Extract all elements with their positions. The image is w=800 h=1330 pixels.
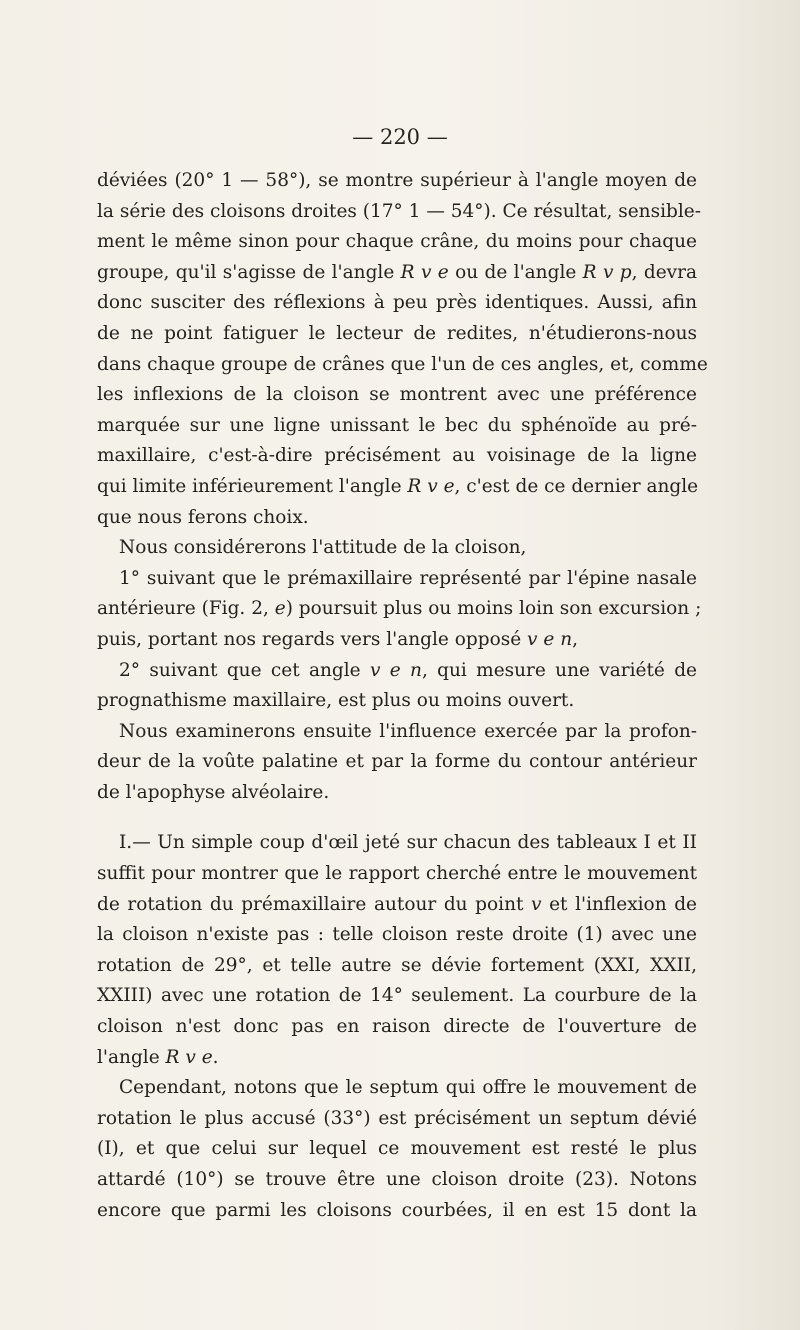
text-line: I.— Un simple coup d'œil jeté sur chacun des tableaux I et II: [119, 832, 697, 854]
text-line: 2° suivant que cet angle v e n, qui mesure une variété de: [119, 659, 697, 681]
text-line: maxillaire, c'est-à-dire précisément au voisinage de la ligne: [97, 445, 697, 467]
paragraph: [97, 533, 697, 564]
text-line: marquée sur une ligne unissant le bec du sphénoïde au pré-: [97, 414, 697, 436]
text-line: XXIII) avec une rotation de 14° seulement. La courbure de la: [97, 985, 697, 1007]
text-line: deur de la voûte palatine et par la forme du contour antérieur: [97, 751, 697, 773]
text-line: suffit pour montrer que le rapport cherché entre le mouvement: [97, 863, 697, 885]
text-line: Nous considérerons l'attitude de la cloison,: [119, 537, 527, 559]
text-line: rotation de 29°, et telle autre se dévie fortement (XXI, XXII,: [97, 954, 697, 976]
text-line: Cependant, notons que le septum qui offre le mouvement de: [119, 1077, 697, 1099]
text-line: l'angle R v e.: [97, 1046, 219, 1068]
page-number: — 220 —: [352, 125, 448, 149]
text-line: que nous ferons choix.: [97, 506, 309, 528]
text-line: ment le même sinon pour chaque crâne, du moins pour chaque: [97, 231, 697, 253]
text-line: rotation le plus accusé (33°) est précisément un septum dévié: [97, 1107, 697, 1129]
text-line: attardé (10°) se trouve être une cloison droite (23). Notons: [97, 1169, 697, 1190]
text-line: de ne point fatiguer le lecteur de redites, n'étudierons-nous: [97, 322, 697, 344]
text-line: encore que parmi les cloisons courbées, il en est 15 dont la: [97, 1199, 697, 1221]
text-line: (I), et que celui sur lequel ce mouvement est resté le plus: [97, 1138, 697, 1160]
body-text: [97, 166, 708, 1226]
text-line: antérieure (Fig. 2, e) poursuit plus ou moins loin son excursion ;: [97, 598, 702, 620]
text-line: les inflexions de la cloison se montrent avec une préférence: [97, 384, 697, 406]
paragraph: [97, 656, 697, 717]
text-line: déviées (20° 1 — 58°), se montre supérieur à l'angle moyen de: [97, 170, 697, 191]
text-line: prognathisme maxillaire, est plus ou moins ouvert.: [97, 690, 575, 712]
paragraph: [97, 717, 697, 809]
paragraph: [97, 828, 697, 1073]
text-line: 1° suivant que le prémaxillaire représenté par l'épine nasale: [119, 567, 697, 589]
text-line: puis, portant nos regards vers l'angle opposé v e n,: [97, 628, 579, 650]
text-line: de rotation du prémaxillaire autour du point v et l'inflexion de: [97, 893, 698, 915]
paragraph: [97, 564, 702, 656]
text-line: groupe, qu'il s'agisse de l'angle R v e ou de l'angle R v p, devra: [97, 261, 697, 283]
text-line: dans chaque groupe de crânes que l'un de ces angles, et, comme: [97, 353, 708, 375]
text-line: cloison n'est donc pas en raison directe de l'ouverture de: [97, 1016, 697, 1038]
text-line: la cloison n'existe pas : telle cloison reste droite (1) avec une: [97, 924, 697, 946]
paragraph: [97, 166, 708, 533]
text-line: la série des cloisons droites (17° 1 — 54°). Ce résultat, sensible-: [97, 200, 701, 222]
text-line: qui limite inférieurement l'angle R v e, c'est de ce dernier angle: [97, 475, 699, 497]
text-line: donc susciter des réflexions à peu près identiques. Aussi, afin: [97, 292, 697, 314]
text-line: de l'apophyse alvéolaire.: [97, 781, 330, 803]
text-line: Nous examinerons ensuite l'influence exercée par la profon-: [119, 720, 697, 742]
paragraph: [97, 1073, 697, 1226]
section-gap: [97, 808, 697, 828]
